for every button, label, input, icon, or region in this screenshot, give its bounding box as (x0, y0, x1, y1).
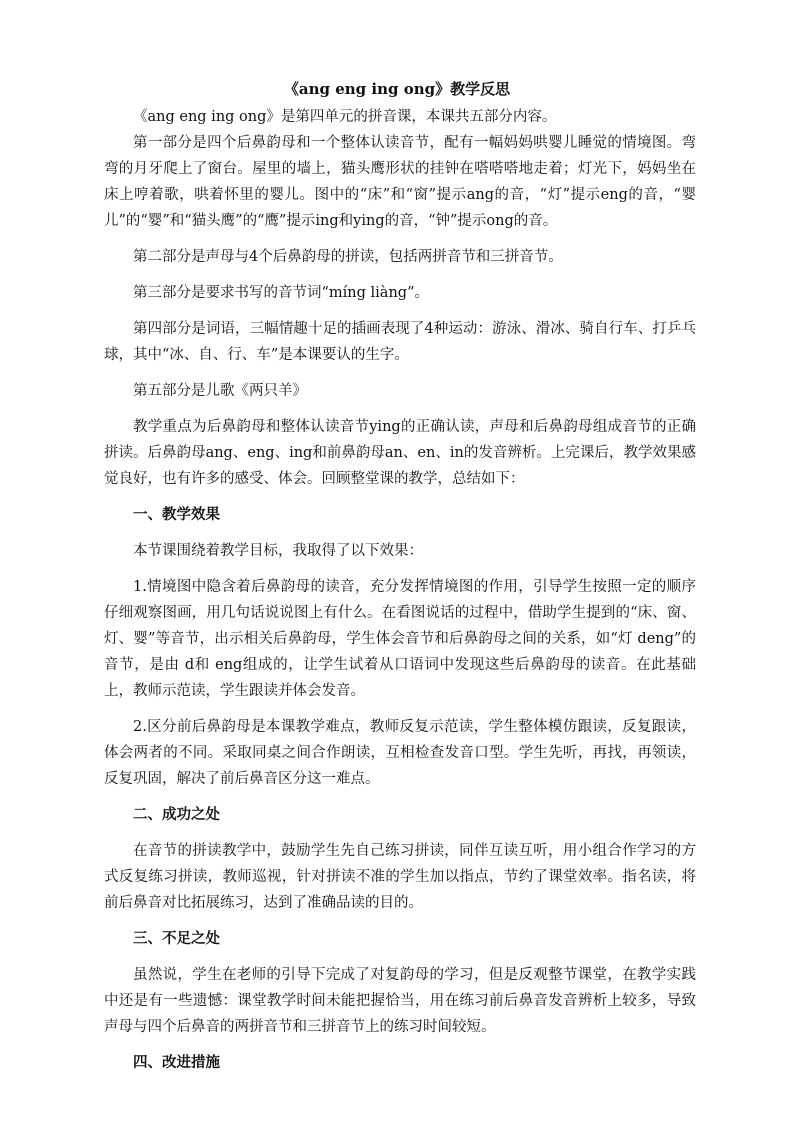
paragraph-part-four: 第四部分是词语，三幅情趣十足的插画表现了4种运动：游泳、滑冰、骑自行车、打乒乓球，其中“冰、自、行、车”是本课要认的生字。 (104, 321, 696, 363)
section-heading-shortcomings: 三、不足之处 (133, 930, 220, 947)
paragraph-successes: 在音节的拼读教学中，鼓励学生先自己练习拼读，同伴互读互听，用小组合作学习的方式反复练习拼读，教师巡视，针对拼读不准的学生加以指点，节约了课堂效率。指名读，将前后鼻音对比拓展练习，达到了准确品读的目的。 (104, 843, 696, 911)
document-title: 《ang eng ing ong》教学反思 (283, 80, 511, 98)
paragraph-part-one: 第一部分是四个后鼻韵母和一个整体认读音节，配有一幅妈妈哄婴儿睡觉的情境图。弯弯的月牙爬上了窗台。屋里的墙上，猫头鹰形状的挂钟在嗒嗒嗒地走着；灯光下，妈妈坐在床上哼着歌，哄着怀里的婴儿。图中的“床”和“窗”提示ang的音，“灯”提示eng的音，“婴儿”的“婴”和“猫头鹰”的“鹰”提示ing和ying的音，“钟”提示ong的音。 (104, 135, 696, 229)
paragraph-part-three: 第三部分是要求书写的音节词“míng liàng”。 (133, 285, 429, 301)
document-body (104, 104, 696, 1086)
paragraph-part-five: 第五部分是儿歌《两只羊》 (133, 383, 307, 399)
section-heading-improvements: 四、改进措施 (133, 1054, 220, 1071)
paragraph-teaching-focus: 教学重点为后鼻韵母和整体认读音节ying的正确认读，声母和后鼻韵母组成音节的正确拼读。后鼻韵母ang、eng、ing和前鼻韵母an、en、in的发音辨析。上完课后，教学效果感觉良好，也有许多的感受、体会。回顾整堂课的教学，总结如下： (104, 419, 696, 487)
paragraph-effects-intro: 本节课围绕着教学目标，我取得了以下效果： (133, 543, 423, 559)
paragraph-part-two: 第二部分是声母与4个后鼻韵母的拼读，包括两拼音节和三拼音节。 (133, 249, 563, 265)
paragraph-effect-one: 1.情境图中隐含着后鼻韵母的读音，充分发挥情境图的作用，引导学生按照一定的顺序仔细观察图画，用几句话说说图上有什么。在看图说话的过程中，借助学生提到的“床、窗、灯、婴”等音节，出示相关后鼻韵母，学生体会音节和后鼻韵母之间的关系，如“灯 deng”的音节，是由 d和 eng组成的，让学生试着从口语词中发现这些后鼻韵母的读音。在此基础上，教师示范读，学生跟读并体会发音。 (104, 579, 696, 699)
paragraph-shortcomings: 虽然说，学生在老师的引导下完成了对复韵母的学习，但是反观整节课堂，在教学实践中还是有一些遗憾：课堂教学时间未能把握恰当，用在练习前后鼻音发音辨析上较多，导致声母与四个后鼻音的两拼音节和三拼音节上的练习时间较短。 (104, 967, 696, 1035)
section-heading-effects: 一、教学效果 (133, 506, 220, 523)
section-heading-successes: 二、成功之处 (133, 806, 220, 823)
paragraph-intro: 《ang eng ing ong》是第四单元的拼音课，本课共五部分内容。 (133, 109, 557, 125)
paragraph-effect-two: 2.区分前后鼻韵母是本课教学难点，教师反复示范读，学生整体模仿跟读，反复跟读，体会两者的不同。采取同桌之间合作朗读，互相检查发音口型。学生先听，再找，再领读，反复巩固，解决了前后鼻音区分这一难点。 (104, 719, 696, 787)
